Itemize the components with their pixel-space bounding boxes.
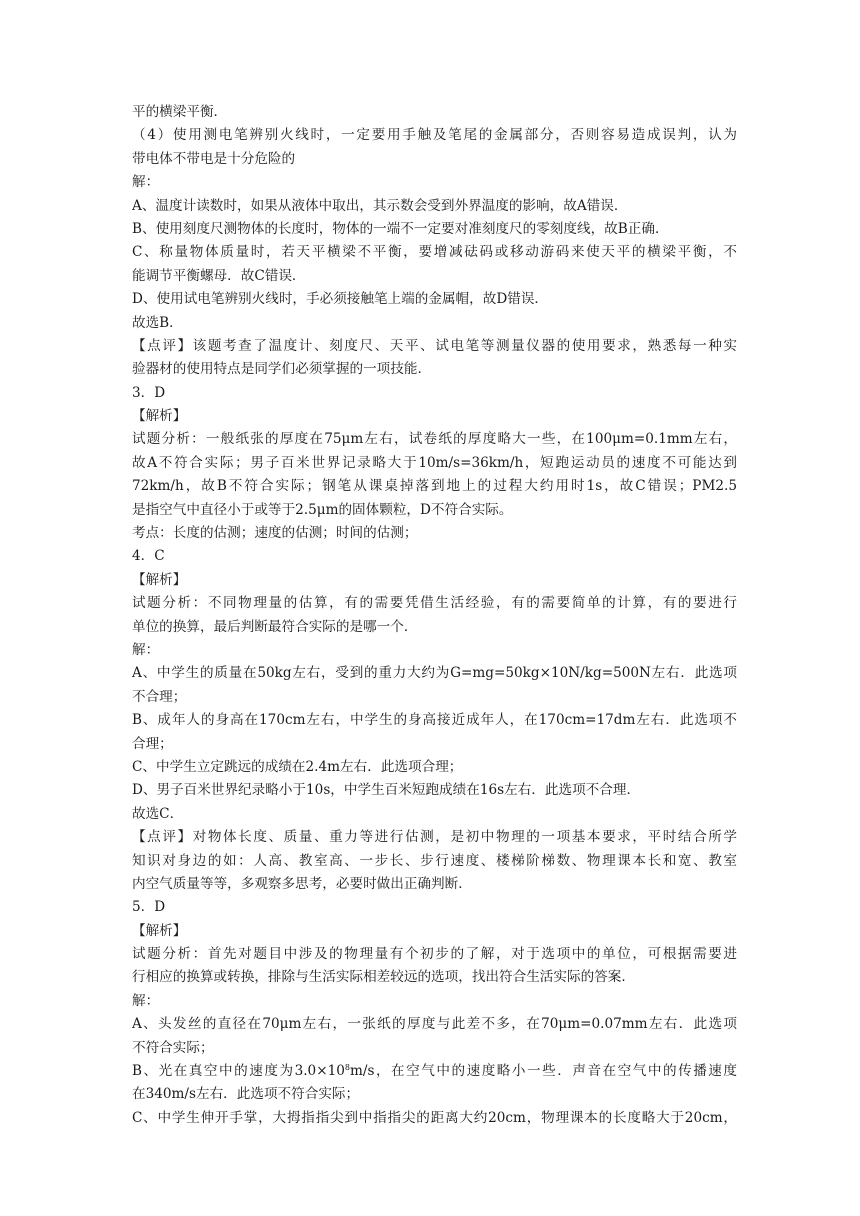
text-line (132, 1060, 737, 1083)
document-page (132, 101, 737, 1130)
text-line: 在340m/s左右．此选项不符合实际； (132, 1086, 360, 1103)
text-line: A、头发丝的直径在70μm左右，一张纸的厚度与此差不多，在70μm=0.07mm左右．此选项 (132, 1016, 737, 1033)
text-line: （4）使用测电笔辨别火线时，一定要用手触及笔尾的金属部分，否则容易造成误判，认为 (132, 127, 737, 144)
text-line: D、使用试电笔辨别火线时，手必须接触笔上端的金属帽，故D错误． (132, 291, 549, 308)
text-line: 故选B． (132, 314, 183, 331)
text-line: 合理； (132, 735, 173, 752)
text-line: 能调节平衡螺母．故C错误． (132, 267, 306, 284)
text-line: 解： (132, 174, 160, 191)
text-line: 4．C (132, 548, 165, 565)
text-segment: B、光在真空中的速度为3.0×10 (132, 1063, 345, 1080)
text-line: C、中学生立定跳远的成绩在2.4m左右．此选项合理； (132, 758, 463, 775)
text-line: C、中学生伸开手掌，大拇指指尖到中指指尖的距离大约20cm，物理课本的长度略大于20cm， (132, 1109, 737, 1126)
text-line: 单位的换算，最后判断最符合实际的是哪一个． (132, 618, 418, 635)
text-line: B、成年人的身高在170cm左右，中学生的身高接近成年人，在170cm=17dm左右．此选项不 (132, 712, 737, 729)
text-line: 不合理； (132, 688, 187, 705)
superscript-exponent: 8 (344, 1063, 350, 1073)
text-line: 知识对身边的如：人高、教室高、一步长、步行速度、楼梯阶梯数、物理课本长和宽、教室 (132, 852, 737, 869)
text-line: 验器材的使用特点是同学们必须掌握的一项技能． (132, 361, 432, 378)
text-line: D、男子百米世界纪录略小于10s，中学生百米短跑成绩在16s左右．此选项不合理． (132, 782, 641, 799)
text-line: 【解析】 (132, 408, 187, 425)
text-line: C、称量物体质量时，若天平横梁不平衡，要增减砝码或移动游码来使天平的横梁平衡，不 (132, 244, 737, 261)
text-line: 【解析】 (132, 571, 187, 588)
text-line: 5．D (132, 899, 166, 916)
text-line: 行相应的换算或转换，排除与生活实际相差较远的选项，找出符合生活实际的答案． (132, 969, 635, 986)
text-line: 72km/h，故B不符合实际；钢笔从课桌掉落到地上的过程大约用时1s，故C错误；PM2.5 (132, 478, 737, 495)
text-line: 故选C． (132, 805, 184, 822)
text-line: 不符合实际； (132, 1039, 214, 1056)
text-line: 带电体不带电是十分危险的 (132, 150, 296, 167)
text-line: 3．D (132, 384, 166, 401)
text-line: 【点评】对物体长度、质量、重力等进行估测，是初中物理的一项基本要求，平时结合所学 (132, 829, 737, 846)
text-line: A、中学生的质量在50kg左右，受到的重力大约为G=mg=50kg×10N/kg=500N左右．此选项 (132, 665, 737, 682)
text-line: 试题分析：首先对题目中涉及的物理量有个初步的了解，对于选项中的单位，可根据需要进 (132, 946, 737, 963)
text-line: A、温度计读数时，如果从液体中取出，其示数会受到外界温度的影响，故A错误． (132, 197, 628, 214)
text-segment: m/s，在空气中的速度略小一些．声音在空气中的传播速度 (349, 1063, 737, 1080)
text-line: 内空气质量等等，多观察多思考，必要时做出正确判断． (132, 875, 472, 892)
text-line: B、使用刻度尺测物体的长度时，物体的一端不一定要对准刻度尺的零刻度线，故B正确． (132, 220, 669, 237)
text-line: 考点：长度的估测；速度的估测；时间的估测； (132, 525, 418, 542)
text-line: 【点评】该题考查了温度计、刻度尺、天平、试电笔等测量仪器的使用要求，熟悉每一种实 (132, 337, 737, 354)
text-line: 【解析】 (132, 922, 187, 939)
text-line: 解： (132, 641, 160, 658)
text-line: 平的横梁平衡． (132, 104, 228, 120)
text-line: 故A不符合实际；男子百米世界记录略大于10m/s=36km/h，短跑运动员的速度不可能达到 (132, 454, 737, 471)
text-line: 解： (132, 992, 160, 1009)
text-line: 试题分析：不同物理量的估算，有的需要凭借生活经验，有的需要简单的计算，有的要进行 (132, 595, 737, 612)
text-line: 是指空气中直径小于或等于2.5μm的固体颗粒，D不符合实际。 (132, 501, 513, 518)
text-line: 试题分析：一般纸张的厚度在75μm左右，试卷纸的厚度略大一些，在100μm=0.1mm左右， (132, 431, 737, 448)
